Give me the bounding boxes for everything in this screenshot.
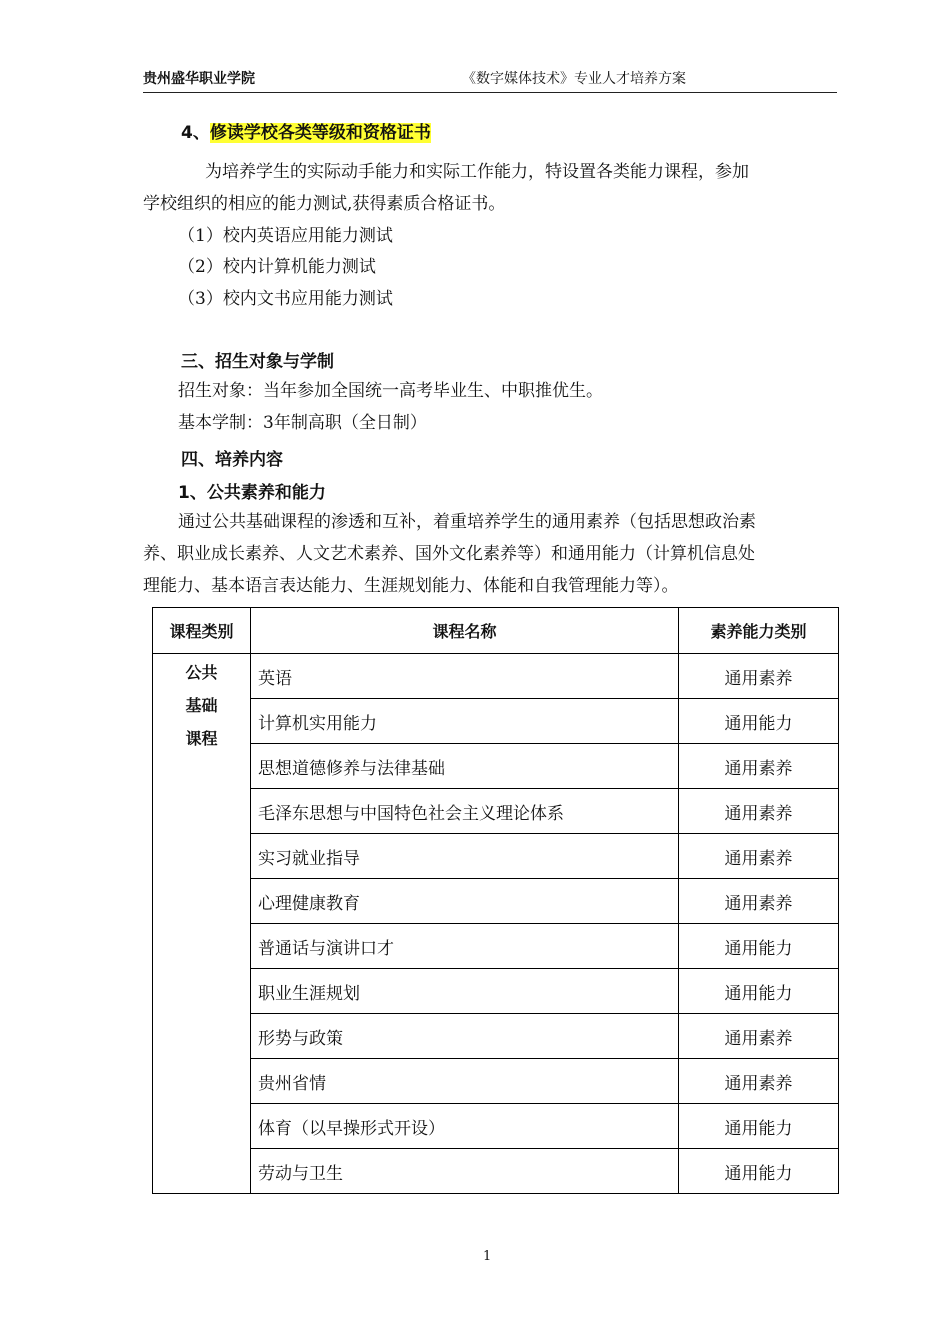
ability-type-cell: 通用素养 [679, 1059, 839, 1104]
course-name-cell: 毛泽东思想与中国特色社会主义理论体系 [251, 789, 679, 834]
header-course-category: 课程类别 [153, 608, 251, 654]
ability-type-cell: 通用素养 [679, 744, 839, 789]
section-4-item-3: （3）校内文书应用能力测试 [178, 289, 393, 309]
category-line-1: 公共 [185, 663, 218, 682]
table-row [153, 969, 839, 1014]
section-4-item-2: （2）校内计算机能力测试 [178, 257, 376, 277]
table-row [153, 1059, 839, 1104]
enrollment-target: 招生对象：当年参加全国统一高考毕业生、中职推优生。 [178, 381, 603, 401]
category-line-2: 基础 [185, 696, 218, 715]
ability-type-cell: 通用能力 [679, 699, 839, 744]
table-row [153, 744, 839, 789]
page-number: 1 [483, 1249, 492, 1264]
ability-type-cell: 通用素养 [679, 654, 839, 699]
study-duration: 基本学制：3年制高职（全日制） [178, 413, 427, 433]
section-4-heading [181, 118, 431, 143]
section-four-heading: 四、培养内容 [181, 450, 283, 470]
course-name-cell: 形势与政策 [251, 1014, 679, 1059]
table-row [153, 1014, 839, 1059]
table-row [153, 654, 839, 699]
subsection-1-heading: 1、公共素养和能力 [178, 483, 326, 503]
course-name-cell: 心理健康教育 [251, 879, 679, 924]
table-row [153, 834, 839, 879]
ability-type-cell: 通用能力 [679, 1104, 839, 1149]
course-name-cell: 劳动与卫生 [251, 1149, 679, 1194]
table-body [153, 654, 839, 1194]
subsection-1-paragraph-line-2: 养、职业成长素养、人文艺术素养、国外文化素养等）和通用能力（计算机信息处 [143, 544, 755, 564]
course-name-cell: 实习就业指导 [251, 834, 679, 879]
course-name-cell: 英语 [251, 654, 679, 699]
section-3-heading: 三、招生对象与学制 [181, 352, 334, 372]
section-4-heading-number: 4、 [181, 123, 210, 143]
course-name-cell: 贵州省情 [251, 1059, 679, 1104]
header-school-name: 贵州盛华职业学院 [143, 71, 255, 87]
category-cell [153, 654, 251, 1194]
section-4-paragraph-line-1: 为培养学生的实际动手能力和实际工作能力，特设置各类能力课程，参加 [205, 162, 749, 182]
course-name-cell: 计算机实用能力 [251, 699, 679, 744]
table-row [153, 924, 839, 969]
ability-type-cell: 通用素养 [679, 834, 839, 879]
section-4-paragraph-line-2: 学校组织的相应的能力测试,获得素质合格证书。 [143, 194, 506, 214]
header-document-title: 《数字媒体技术》专业人才培养方案 [462, 71, 686, 87]
course-name-cell: 思想道德修养与法律基础 [251, 744, 679, 789]
table-row [153, 789, 839, 834]
ability-type-cell: 通用能力 [679, 1149, 839, 1194]
table-row [153, 699, 839, 744]
ability-type-cell: 通用素养 [679, 879, 839, 924]
section-4-item-1: （1）校内英语应用能力测试 [178, 226, 393, 246]
ability-type-cell: 通用素养 [679, 1014, 839, 1059]
table-row [153, 879, 839, 924]
ability-type-cell: 通用能力 [679, 924, 839, 969]
table-header-row [153, 608, 839, 654]
header-ability-type: 素养能力类别 [679, 608, 839, 654]
course-name-cell: 职业生涯规划 [251, 969, 679, 1014]
section-4-heading-text: 修读学校各类等级和资格证书 [209, 123, 431, 143]
course-name-cell: 体育（以早操形式开设） [251, 1104, 679, 1149]
header-divider [143, 92, 837, 93]
table-row [153, 1149, 839, 1194]
table-row [153, 1104, 839, 1149]
header-course-name: 课程名称 [251, 608, 679, 654]
ability-type-cell: 通用素养 [679, 789, 839, 834]
subsection-1-paragraph-line-1: 通过公共基础课程的渗透和互补，着重培养学生的通用素养（包括思想政治素 [178, 512, 756, 532]
category-line-3: 课程 [185, 729, 218, 748]
course-table [152, 607, 839, 1194]
course-name-cell: 普通话与演讲口才 [251, 924, 679, 969]
subsection-1-paragraph-line-3: 理能力、基本语言表达能力、生涯规划能力、体能和自我管理能力等）。 [143, 576, 679, 596]
ability-type-cell: 通用能力 [679, 969, 839, 1014]
